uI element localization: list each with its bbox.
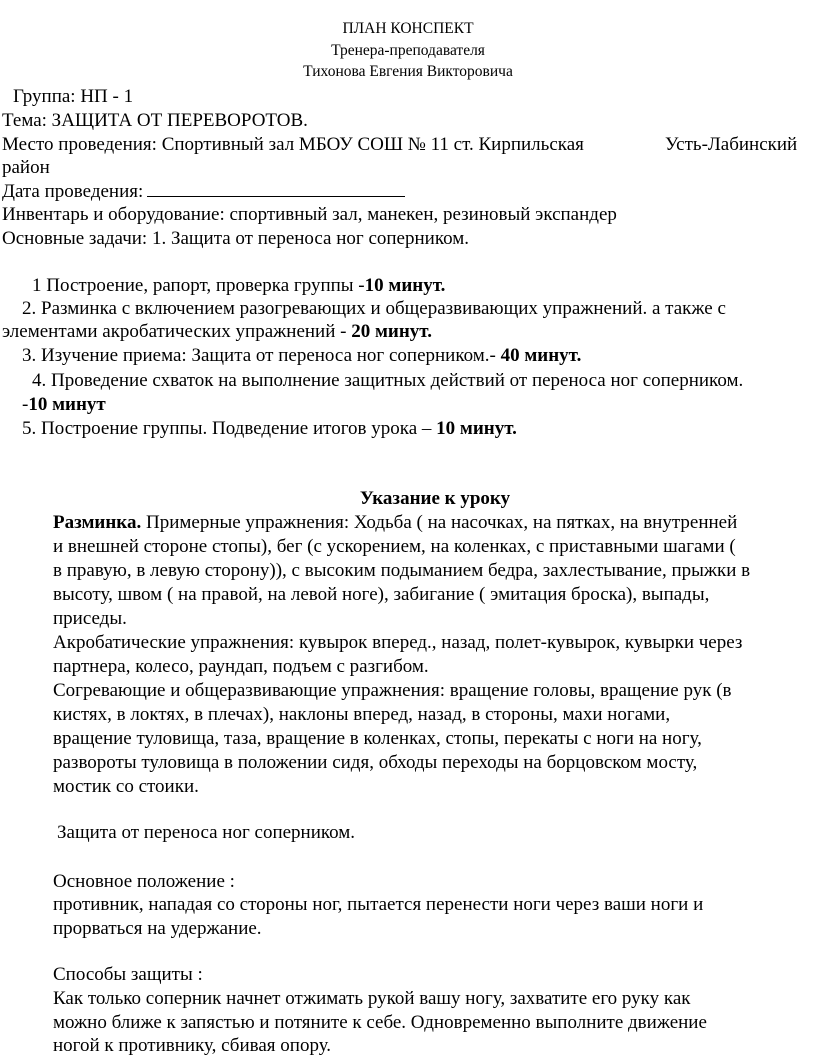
methods-line-2: можно ближе к запястью и потяните к себе. Одновременно выполните движение — [53, 1012, 707, 1033]
warmup-text: Примерные упражнения: Ходьба ( на насочках, на пятках, на внутренней — [141, 512, 738, 533]
heat-line-5: мостик со стоики. — [53, 776, 199, 797]
heat-line-3: вращение туловища, таза, вращение в коленках, стопы, перекаты с ноги на ногу, — [53, 728, 702, 749]
date-line — [2, 181, 405, 203]
plan-item-5-text: 5. Построение группы. Подведение итогов урока – — [22, 418, 437, 439]
place-line-cont: район — [2, 157, 50, 178]
plan-item-1 — [32, 275, 445, 297]
heat-line-2: кистях, в локтях, в плечах), наклоны вперед, назад, в стороны, махи ногами, — [53, 704, 671, 725]
acro-line-1: Акробатические упражнения: кувырок вперед., назад, полет-кувырок, кувырки через — [53, 632, 743, 653]
doc-title: ПЛАН КОНСПЕКТ — [342, 20, 474, 37]
plan-item-3 — [22, 345, 581, 367]
topic-line: Тема: ЗАЩИТА ОТ ПЕРЕВОРОТОВ. — [2, 110, 308, 131]
warmup-line-2: и внешней стороне стопы), бег (с ускорением, на коленках, с приставными шагами ( — [53, 536, 736, 557]
methods-line-1: Как только соперник начнет отжимать рукой вашу ногу, захватите его руку как — [53, 988, 691, 1009]
place-line-district: Усть-Лабинский — [665, 134, 798, 155]
tasks-line: Основные задачи: 1. Защита от переноса ног соперником. — [2, 228, 469, 249]
equipment-line: Инвентарь и оборудование: спортивный зал, манекен, резиновый экспандер — [2, 204, 617, 225]
plan-item-4: 4. Проведение схваток на выполнение защитных действий от переноса ног соперником. — [32, 370, 744, 391]
plan-item-1-time: 10 минут. — [364, 275, 446, 296]
plan-item-5 — [22, 418, 517, 440]
methods-line-3: ногой к противнику, сбивая опору. — [53, 1035, 332, 1056]
warmup-line-1 — [53, 512, 737, 534]
date-label: Дата проведения: — [2, 181, 144, 202]
heat-line-1: Согревающие и общеразвивающие упражнения: вращение головы, вращение рук (в — [53, 680, 732, 701]
plan-item-2-text: элементами акробатических упражнений - — [2, 321, 352, 342]
warmup-line-3: в правую, в левую сторону)), с высоким подыманием бедра, захлестывание, прыжки в — [53, 560, 751, 581]
basic-position-label: Основное положение : — [53, 871, 235, 892]
defense-title: Защита от переноса ног соперником. — [57, 822, 356, 843]
basic-position-line-2: прорваться на удержание. — [53, 918, 262, 939]
date-blank — [147, 181, 405, 197]
plan-item-2: 2. Разминка с включением разогревающих и общеразвивающих упражнений. а также с — [22, 298, 726, 319]
basic-position-line-1: противник, нападая со стороны ног, пытается перенести ноги через ваши ноги и — [53, 894, 704, 915]
section-title: Указание к уроку — [359, 488, 511, 509]
acro-line-2: партнера, колесо, раундап, подъем с разгибом. — [53, 656, 429, 677]
heat-line-4: развороты туловища в положении сидя, обходы переходы на борцовском мосту, — [53, 752, 698, 773]
plan-item-3-text: 3. Изучение приема: Защита от переноса ног соперником.- — [22, 345, 501, 366]
warmup-line-4: высоту, швом ( на правой, на левой ноге), забигание ( эмитация броска), выпады, — [53, 584, 710, 605]
plan-item-4-time: 10 минут — [28, 394, 106, 415]
doc-subtitle-author: Тихонова Евгения Викторовича — [303, 63, 513, 80]
group-line: Группа: НП - 1 — [13, 86, 134, 107]
plan-item-2-cont — [2, 321, 432, 343]
plan-item-1-text: 1 Построение, рапорт, проверка группы - — [32, 275, 365, 296]
doc-subtitle-role: Тренера-преподавателя — [331, 42, 485, 59]
place-line: Место проведения: Спортивный зал МБОУ СОШ № 11 ст. Кирпильская — [2, 134, 584, 155]
methods-label: Способы защиты : — [53, 964, 203, 985]
plan-item-5-time: 10 минут. — [436, 418, 517, 439]
warmup-label: Разминка. — [53, 512, 142, 533]
plan-item-2-time: 20 минут. — [351, 321, 432, 342]
plan-item-4-text: - — [22, 394, 29, 415]
plan-item-4-cont — [22, 394, 106, 416]
plan-item-3-time: 40 минут. — [500, 345, 582, 366]
warmup-line-5: приседы. — [53, 608, 127, 629]
